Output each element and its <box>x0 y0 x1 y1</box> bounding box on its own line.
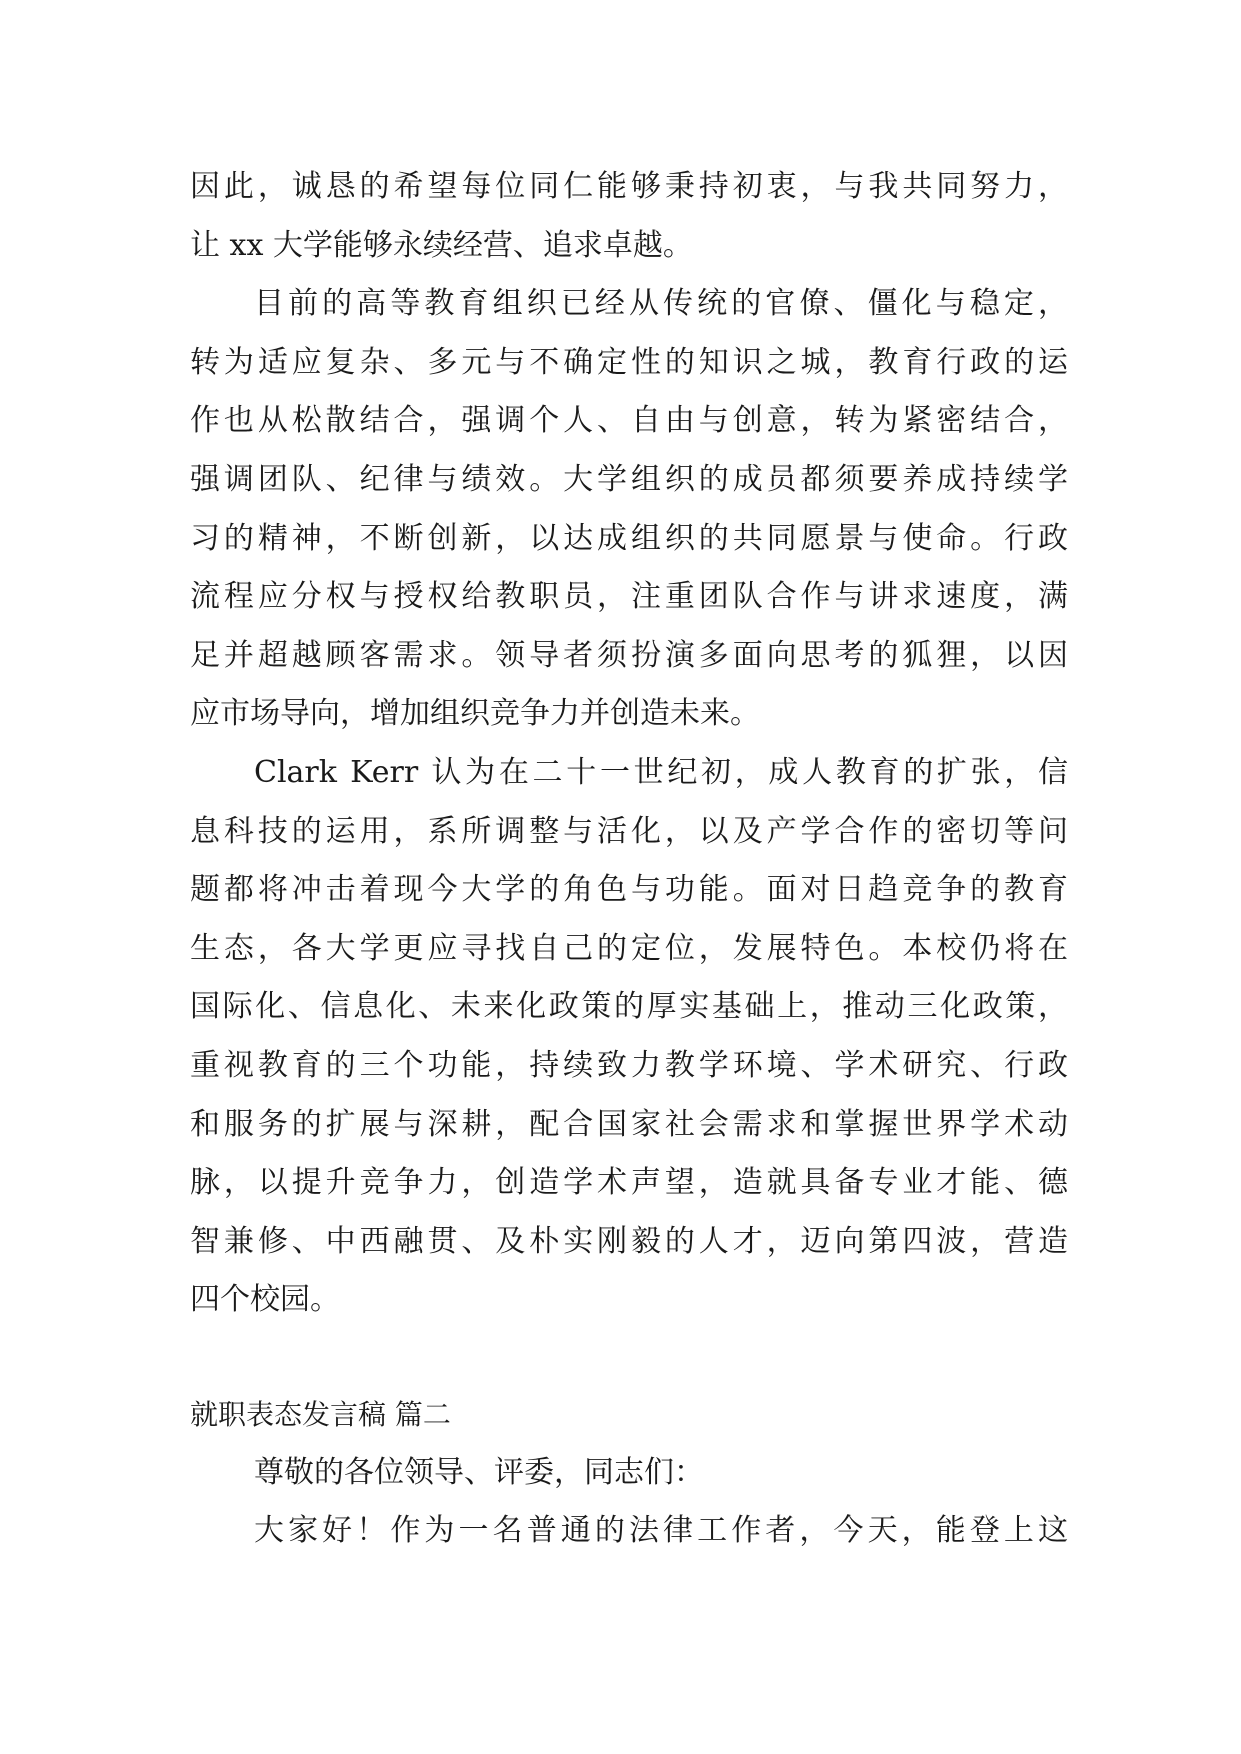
text-line: 脉，以提升竞争力，创造学术声望，造就具备专业才能、德 <box>190 1165 1068 1201</box>
text-line: 应市场导向，增加组织竞争力并创造未来。 <box>190 696 760 732</box>
paragraph-3 <box>190 744 1068 1330</box>
text-line: 国际化、信息化、未来化政策的厚实基础上，推动三化政策， <box>190 989 1068 1025</box>
text-line: 智兼修、中西融贯、及朴实刚毅的人才，迈向第四波，营造 <box>190 1223 1068 1259</box>
text-line: 流程应分权与授权给教职员，注重团队合作与讲求速度，满 <box>190 579 1068 615</box>
text-line: 和服务的扩展与深耕，配合国家社会需求和掌握世界学术动 <box>190 1106 1068 1142</box>
text-line: 四个校园。 <box>190 1282 340 1318</box>
text-line: 生态，各大学更应寻找自己的定位，发展特色。本校仍将在 <box>190 930 1068 966</box>
text-line: 息科技的运用，系所调整与活化，以及产学合作的密切等问 <box>190 813 1068 849</box>
document-page <box>190 158 1068 1561</box>
text-line: 足并超越顾客需求。领导者须扮演多面向思考的狐狸，以因 <box>190 637 1068 673</box>
text-line: 大家好！作为一名普通的法律工作者，今天，能登上这 <box>254 1513 1068 1549</box>
text-line: 强调团队、纪律与绩效。大学组织的成员都须要养成持续学 <box>190 461 1068 497</box>
paragraph-2 <box>190 275 1068 744</box>
text-line: 目前的高等教育组织已经从传统的官僚、僵化与稳定， <box>254 286 1068 322</box>
text-line: 转为适应复杂、多元与不确定性的知识之城，教育行政的运 <box>190 344 1068 380</box>
text-line: 习的精神，不断创新，以达成组织的共同愿景与使命。行政 <box>190 520 1068 556</box>
text-line: 题都将冲击着现今大学的角色与功能。面对日趋竞争的教育 <box>190 872 1068 908</box>
text-line: 重视教育的三个功能，持续致力教学环境、学术研究、行政 <box>190 1047 1068 1083</box>
text-line: 因此，诚恳的希望每位同仁能够秉持初衷，与我共同努力， <box>190 169 1068 204</box>
section-heading: 就职表态发言稿 篇二 <box>190 1397 451 1431</box>
text-line: 作也从松散结合，强调个人、自由与创意，转为紧密结合， <box>190 403 1068 439</box>
text-line: 让 xx 大学能够永续经营、追求卓越。 <box>190 227 693 263</box>
paragraph-1 <box>190 158 1068 275</box>
salutation-line: 尊敬的各位领导、评委，同志们： <box>254 1454 704 1490</box>
text-line: Clark Kerr 认为在二十一世纪初，成人教育的扩张，信 <box>254 754 1068 790</box>
speech-opening <box>190 1444 1068 1561</box>
